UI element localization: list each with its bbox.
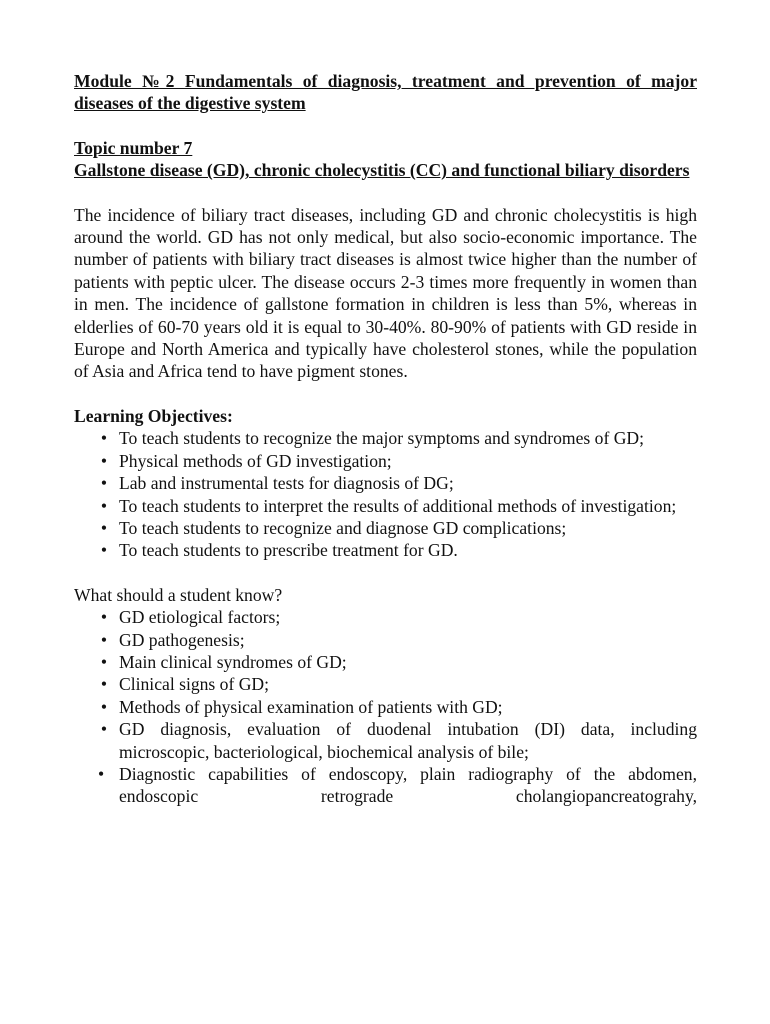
list-item: • Lab and instrumental tests for diagnosis of DG; bbox=[119, 472, 697, 494]
bullet-icon: • bbox=[100, 607, 108, 628]
intro-paragraph: The incidence of biliary tract diseases, including GD and chronic cholecystitis is high around the world. GD has not only medical, but also socio-economic importance. The number of patients with biliary tract diseases is almost twice higher than the number of patients with peptic ulcer. The disease occurs 2-3 times more frequently in women than in men. The incidence of gallstone formation in children is less than 5%, whereas in elderlies of 60-70 years old it is equal to 30-40%. 80-90% of patients with GD reside in Europe and North America and typically have cholesterol stones, while the population of Asia and Africa tend to have pigment stones. bbox=[74, 204, 697, 382]
student-know-heading: What should a student know? bbox=[74, 584, 283, 605]
topic-number: Topic number 7 bbox=[74, 137, 193, 158]
bullet-icon: • bbox=[100, 473, 108, 494]
list-item: • To teach students to recognize and diagnose GD complications; bbox=[119, 517, 697, 539]
bullet-icon: • bbox=[100, 674, 108, 695]
learning-objectives-list bbox=[74, 427, 697, 561]
list-item: • To teach students to prescribe treatment for GD. bbox=[119, 539, 697, 561]
bullet-icon: • bbox=[100, 719, 108, 740]
bullet-icon: • bbox=[100, 696, 108, 717]
bullet-icon: • bbox=[98, 763, 105, 784]
list-item: • Methods of physical examination of patients with GD; bbox=[119, 696, 697, 718]
topic-title: Gallstone disease (GD), chronic cholecystitis (CC) and functional biliary disorders bbox=[74, 160, 690, 181]
list-item: • To teach students to interpret the results of additional methods of investigation; bbox=[119, 495, 697, 517]
list-item: • GD diagnosis, evaluation of duodenal intubation (DI) data, including microscopic, bacteriological, biochemical analysis of bile; bbox=[119, 718, 697, 763]
list-item: • Diagnostic capabilities of endoscopy, plain radiography of the abdomen, endoscopic retrograde cholangiopancreatograhy, bbox=[98, 763, 697, 807]
bullet-icon: • bbox=[100, 629, 108, 650]
bullet-icon: • bbox=[100, 540, 108, 561]
list-item: • Clinical signs of GD; bbox=[119, 673, 697, 695]
list-item: • GD etiological factors; bbox=[119, 606, 697, 628]
bullet-icon: • bbox=[100, 450, 108, 471]
list-item: • Main clinical syndromes of GD; bbox=[119, 651, 697, 673]
list-item: • Physical methods of GD investigation; bbox=[119, 450, 697, 472]
list-item: • To teach students to recognize the major symptoms and syndromes of GD; bbox=[119, 427, 697, 449]
learning-objectives-heading: Learning Objectives: bbox=[74, 405, 233, 426]
student-know-list bbox=[74, 606, 697, 808]
bullet-icon: • bbox=[100, 428, 108, 449]
bullet-icon: • bbox=[100, 651, 108, 672]
list-item: • GD pathogenesis; bbox=[119, 629, 697, 651]
bullet-icon: • bbox=[100, 495, 108, 516]
module-title: Module №2 Fundamentals of diagnosis, treatment and prevention of major diseases of the digestive system bbox=[74, 71, 697, 114]
bullet-icon: • bbox=[100, 517, 108, 538]
